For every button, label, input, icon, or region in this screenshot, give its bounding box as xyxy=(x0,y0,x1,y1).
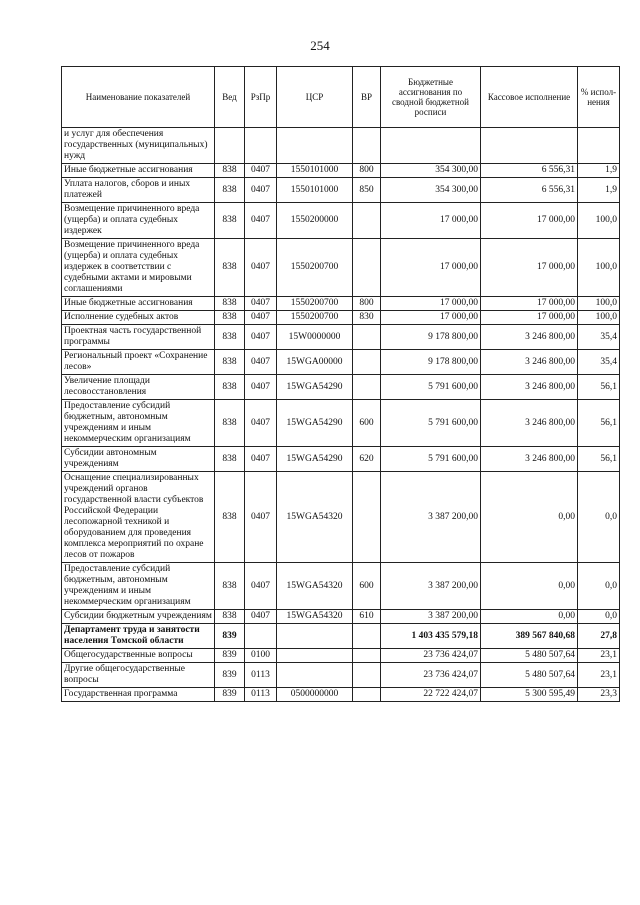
cell-percent: 100,0 xyxy=(578,297,620,311)
cell-assignments: 3 387 200,00 xyxy=(381,563,481,610)
cell-rzpr: 0100 xyxy=(245,649,277,663)
cell-ved: 838 xyxy=(215,178,245,203)
table-row xyxy=(62,610,620,624)
cell-rzpr: 0407 xyxy=(245,400,277,447)
cell-vr xyxy=(353,325,381,350)
table-row xyxy=(62,375,620,400)
cell-name: Предоставление субсидий бюджетным, автономным учреждениям и иным некоммерческим организациям xyxy=(62,563,215,610)
cell-assignments: 354 300,00 xyxy=(381,178,481,203)
cell-name: Субсидии бюджетным учреждениям xyxy=(62,610,215,624)
cell-percent: 0,0 xyxy=(578,472,620,563)
cell-cash-execution: 17 000,00 xyxy=(481,203,578,239)
cell-name: Региональный проект «Сохранение лесов» xyxy=(62,350,215,375)
cell-cash-execution: 17 000,00 xyxy=(481,311,578,325)
table-row xyxy=(62,311,620,325)
cell-csr: 15WGA54320 xyxy=(277,610,353,624)
table-row xyxy=(62,203,620,239)
cell-assignments: 354 300,00 xyxy=(381,164,481,178)
cell-ved: 839 xyxy=(215,688,245,702)
cell-assignments: 5 791 600,00 xyxy=(381,400,481,447)
table-row xyxy=(62,563,620,610)
cell-percent: 23,1 xyxy=(578,649,620,663)
cell-vr xyxy=(353,624,381,649)
cell-percent: 100,0 xyxy=(578,203,620,239)
cell-csr: 15W0000000 xyxy=(277,325,353,350)
header-csr: ЦСР xyxy=(277,67,353,128)
cell-percent: 1,9 xyxy=(578,164,620,178)
cell-cash-execution xyxy=(481,128,578,164)
cell-rzpr: 0407 xyxy=(245,164,277,178)
cell-csr: 1550200700 xyxy=(277,239,353,297)
cell-vr: 610 xyxy=(353,610,381,624)
table-row xyxy=(62,128,620,164)
cell-vr xyxy=(353,128,381,164)
header-percent: % испол-нения xyxy=(578,67,620,128)
cell-percent: 1,9 xyxy=(578,178,620,203)
cell-percent: 100,0 xyxy=(578,311,620,325)
cell-ved: 839 xyxy=(215,663,245,688)
cell-ved: 838 xyxy=(215,325,245,350)
cell-ved: 838 xyxy=(215,203,245,239)
cell-vr xyxy=(353,472,381,563)
cell-percent: 0,0 xyxy=(578,563,620,610)
header-assignments: Бюджетные ассигнования по сводной бюджетной росписи xyxy=(381,67,481,128)
table-row xyxy=(62,178,620,203)
cell-rzpr: 0113 xyxy=(245,688,277,702)
table-row xyxy=(62,239,620,297)
cell-csr xyxy=(277,128,353,164)
cell-ved: 838 xyxy=(215,350,245,375)
cell-cash-execution: 0,00 xyxy=(481,563,578,610)
cell-cash-execution: 3 246 800,00 xyxy=(481,400,578,447)
cell-cash-execution: 17 000,00 xyxy=(481,297,578,311)
cell-vr: 830 xyxy=(353,311,381,325)
cell-vr xyxy=(353,663,381,688)
cell-cash-execution: 6 556,31 xyxy=(481,164,578,178)
cell-ved: 838 xyxy=(215,610,245,624)
cell-percent: 56,1 xyxy=(578,375,620,400)
cell-assignments: 3 387 200,00 xyxy=(381,610,481,624)
cell-rzpr xyxy=(245,624,277,649)
cell-ved: 838 xyxy=(215,164,245,178)
cell-cash-execution: 5 480 507,64 xyxy=(481,663,578,688)
cell-cash-execution: 389 567 840,68 xyxy=(481,624,578,649)
cell-vr: 600 xyxy=(353,563,381,610)
cell-csr xyxy=(277,663,353,688)
table-row xyxy=(62,663,620,688)
cell-name: Субсидии автономным учреждениям xyxy=(62,447,215,472)
cell-assignments: 17 000,00 xyxy=(381,203,481,239)
table-row xyxy=(62,164,620,178)
cell-rzpr: 0407 xyxy=(245,325,277,350)
table-row xyxy=(62,297,620,311)
header-cash-execution: Кассовое исполнение xyxy=(481,67,578,128)
cell-cash-execution: 5 480 507,64 xyxy=(481,649,578,663)
cell-rzpr: 0407 xyxy=(245,563,277,610)
cell-cash-execution: 6 556,31 xyxy=(481,178,578,203)
table-row xyxy=(62,400,620,447)
cell-assignments: 17 000,00 xyxy=(381,311,481,325)
table-header-row xyxy=(62,67,620,128)
cell-csr: 15WGA54290 xyxy=(277,400,353,447)
cell-cash-execution: 3 246 800,00 xyxy=(481,375,578,400)
cell-rzpr: 0407 xyxy=(245,203,277,239)
cell-ved: 838 xyxy=(215,447,245,472)
cell-rzpr: 0407 xyxy=(245,447,277,472)
cell-rzpr: 0113 xyxy=(245,663,277,688)
cell-ved: 838 xyxy=(215,311,245,325)
cell-vr xyxy=(353,375,381,400)
cell-percent: 23,1 xyxy=(578,663,620,688)
cell-name: Возмещение причиненного вреда (ущерба) и оплата судебных издержек xyxy=(62,203,215,239)
cell-ved: 839 xyxy=(215,649,245,663)
cell-percent: 35,4 xyxy=(578,350,620,375)
cell-name: Проектная часть государственной программы xyxy=(62,325,215,350)
table-row xyxy=(62,649,620,663)
cell-name: Возмещение причиненного вреда (ущерба) и оплата судебных издержек в соответствии с судебными актами и мировыми соглашениями xyxy=(62,239,215,297)
header-rzpr: РзПр xyxy=(245,67,277,128)
cell-cash-execution: 17 000,00 xyxy=(481,239,578,297)
cell-assignments: 5 791 600,00 xyxy=(381,375,481,400)
cell-vr xyxy=(353,350,381,375)
cell-rzpr: 0407 xyxy=(245,350,277,375)
cell-name: Иные бюджетные ассигнования xyxy=(62,164,215,178)
cell-vr xyxy=(353,649,381,663)
cell-rzpr: 0407 xyxy=(245,311,277,325)
cell-name: Департамент труда и занятости населения Томской области xyxy=(62,624,215,649)
cell-percent: 27,8 xyxy=(578,624,620,649)
cell-csr: 1550200700 xyxy=(277,311,353,325)
page-number: 254 xyxy=(310,38,330,53)
table-row xyxy=(62,350,620,375)
cell-assignments: 5 791 600,00 xyxy=(381,447,481,472)
cell-name: Иные бюджетные ассигнования xyxy=(62,297,215,311)
cell-cash-execution: 0,00 xyxy=(481,610,578,624)
cell-rzpr: 0407 xyxy=(245,610,277,624)
cell-name: Общегосударственные вопросы xyxy=(62,649,215,663)
header-ved: Вед xyxy=(215,67,245,128)
cell-ved: 839 xyxy=(215,624,245,649)
table-row xyxy=(62,688,620,702)
cell-ved: 838 xyxy=(215,239,245,297)
cell-csr: 1550200000 xyxy=(277,203,353,239)
cell-rzpr: 0407 xyxy=(245,178,277,203)
cell-vr: 600 xyxy=(353,400,381,447)
cell-csr: 0500000000 xyxy=(277,688,353,702)
cell-assignments: 1 403 435 579,18 xyxy=(381,624,481,649)
cell-ved: 838 xyxy=(215,400,245,447)
cell-csr: 15WGA54320 xyxy=(277,472,353,563)
cell-rzpr: 0407 xyxy=(245,375,277,400)
cell-csr: 1550101000 xyxy=(277,164,353,178)
cell-rzpr: 0407 xyxy=(245,472,277,563)
cell-cash-execution: 3 246 800,00 xyxy=(481,325,578,350)
cell-percent xyxy=(578,128,620,164)
cell-assignments: 17 000,00 xyxy=(381,297,481,311)
cell-cash-execution: 3 246 800,00 xyxy=(481,350,578,375)
header-vr: ВР xyxy=(353,67,381,128)
cell-name: Уплата налогов, сборов и иных платежей xyxy=(62,178,215,203)
cell-name: Другие общегосударственные вопросы xyxy=(62,663,215,688)
cell-vr: 800 xyxy=(353,164,381,178)
cell-percent: 56,1 xyxy=(578,400,620,447)
cell-vr xyxy=(353,688,381,702)
cell-vr: 620 xyxy=(353,447,381,472)
cell-ved: 838 xyxy=(215,297,245,311)
cell-ved: 838 xyxy=(215,375,245,400)
cell-percent: 0,0 xyxy=(578,610,620,624)
cell-percent: 35,4 xyxy=(578,325,620,350)
cell-percent: 23,3 xyxy=(578,688,620,702)
cell-name: Государственная программа xyxy=(62,688,215,702)
cell-vr: 850 xyxy=(353,178,381,203)
cell-csr xyxy=(277,624,353,649)
budget-table xyxy=(61,66,620,702)
table-row xyxy=(62,325,620,350)
table-row xyxy=(62,472,620,563)
cell-rzpr xyxy=(245,128,277,164)
cell-percent: 56,1 xyxy=(578,447,620,472)
table-body xyxy=(62,128,620,702)
cell-cash-execution: 0,00 xyxy=(481,472,578,563)
cell-csr: 15WGA54290 xyxy=(277,447,353,472)
cell-csr xyxy=(277,649,353,663)
cell-name: и услуг для обеспечения государственных (муниципальных) нужд xyxy=(62,128,215,164)
cell-ved: 838 xyxy=(215,472,245,563)
cell-name: Предоставление субсидий бюджетным, автономным учреждениям и иным некоммерческим организациям xyxy=(62,400,215,447)
cell-csr: 15WGA00000 xyxy=(277,350,353,375)
cell-assignments: 9 178 800,00 xyxy=(381,325,481,350)
cell-name: Исполнение судебных актов xyxy=(62,311,215,325)
cell-cash-execution: 5 300 595,49 xyxy=(481,688,578,702)
cell-percent: 100,0 xyxy=(578,239,620,297)
cell-assignments: 17 000,00 xyxy=(381,239,481,297)
cell-assignments: 23 736 424,07 xyxy=(381,663,481,688)
cell-assignments: 23 736 424,07 xyxy=(381,649,481,663)
cell-csr: 15WGA54320 xyxy=(277,563,353,610)
cell-vr: 800 xyxy=(353,297,381,311)
cell-rzpr: 0407 xyxy=(245,297,277,311)
cell-ved: 838 xyxy=(215,563,245,610)
cell-vr xyxy=(353,239,381,297)
cell-csr: 1550101000 xyxy=(277,178,353,203)
header-name: Наименование показателей xyxy=(62,67,215,128)
cell-name: Увеличение площади лесовосстановления xyxy=(62,375,215,400)
table-row xyxy=(62,624,620,649)
cell-assignments: 9 178 800,00 xyxy=(381,350,481,375)
cell-assignments xyxy=(381,128,481,164)
cell-csr: 15WGA54290 xyxy=(277,375,353,400)
cell-rzpr: 0407 xyxy=(245,239,277,297)
cell-ved xyxy=(215,128,245,164)
cell-name: Оснащение специализированных учреждений органов государственной власти субъектов Российской Федерации лесопожарной техникой и оборудованием для проведения комплекса мероприятий по охране лесов от пожаров xyxy=(62,472,215,563)
cell-csr: 1550200700 xyxy=(277,297,353,311)
cell-vr xyxy=(353,203,381,239)
cell-assignments: 3 387 200,00 xyxy=(381,472,481,563)
cell-cash-execution: 3 246 800,00 xyxy=(481,447,578,472)
table-row xyxy=(62,447,620,472)
cell-assignments: 22 722 424,07 xyxy=(381,688,481,702)
